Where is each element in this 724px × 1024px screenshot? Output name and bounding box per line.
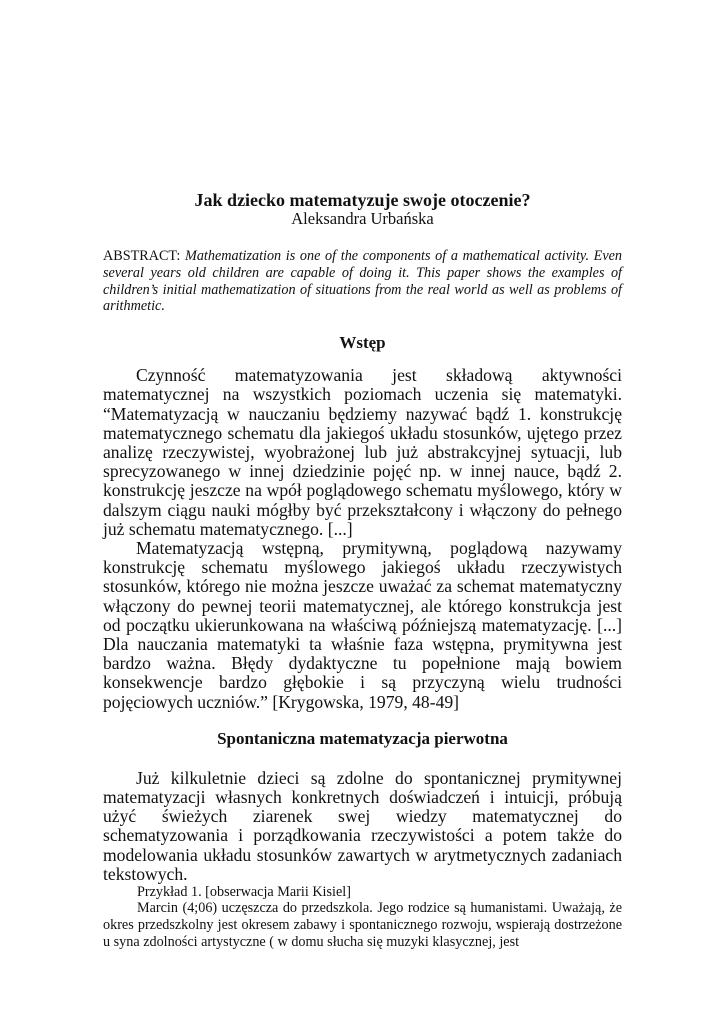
- intro-paragraph-1: Czynność matematyzowania jest składową aktywności matematycznej na wszystkich poziomach uczenia się matematyki. “Matematyzacją w nauczaniu będziemy nazywać bądź 1. konstrukcję matematycznego schematu dla jakiegoś układu stosunków, ujętego przez analizę rzeczywistej, wyobrażonej lub już abstrakcyjnej sytuacji, lub sprecyzowanego w innej dziedzinie pojęć np. w innej nauce, bądź 2. konstrukcję jeszcze na wpół poglądowego schematu myślowego, który w dalszym ciągu nauki mógłby być przekształcony i włączony do pełnego już schematu matematycznego. [...]: [103, 365, 622, 539]
- intro-paragraph-2: Matematyzacją wstępną, prymitywną, poglądową nazywamy konstrukcję schematu myślowego jakiegoś układu rzeczywistych stosunków, którego nie można jeszcze uważać za schemat matematyczny włączony do pewnej teorii matematycznej, ale którego konstrukcja jest od początku ukierunkowana na właściwą późniejszą matematyzację. [...] Dla nauczania matematyki ta właśnie faza wstępna, prymitywna jest bardzo ważna. Błędy dydaktyczne tu popełnione mają bowiem konsekwencje bardzo głębokie i są przyczyną wielu trudności pojęciowych uczniów.” [Krygowska, 1979, 48-49]: [103, 538, 622, 712]
- document-page: [103, 190, 622, 951]
- abstract: [103, 248, 622, 315]
- section-heading-spontaneous: Spontaniczna matematyzacja pierwotna: [217, 728, 508, 748]
- example-heading: Przykład 1. [obserwacja Marii Kisiel]: [137, 884, 351, 901]
- spontaneous-paragraph-1: Już kilkuletnie dzieci są zdolne do spontanicznej prymitywnej matematyzacji własnych konkretnych doświadczeń i intuicji, próbują użyć świeżych ziarenek swej wiedzy matematycznej do schematyzowania i porządkowania rzeczywistości a potem także do modelowania układu stosunków zawartych w arytmetycznych zadaniach tekstowych.: [103, 767, 622, 884]
- section-heading-intro: Wstęp: [339, 333, 386, 353]
- example-text: Marcin (4;06) uczęszcza do przedszkola. Jego rodzice są humanistami. Uważają, że okres przedszkolny jest okresem zabawy i spontanicznego rozwoju, wspierają dostrzeżone u syna zdolności artystyczne ( w domu słucha się muzyki klasycznej, jest: [103, 900, 622, 951]
- abstract-text: Mathematization is one of the components of a mathematical activity. Even several years old children are capable of doing it. This paper shows the examples of children’s initial mathematization of situations from the real world as well as problems of arithmetic.: [103, 248, 623, 315]
- paper-title: Jak dziecko matematyzuje swoje otoczenie?: [194, 190, 531, 210]
- abstract-label: ABSTRACT:: [103, 248, 185, 264]
- author-name: Aleksandra Urbańska: [291, 209, 434, 228]
